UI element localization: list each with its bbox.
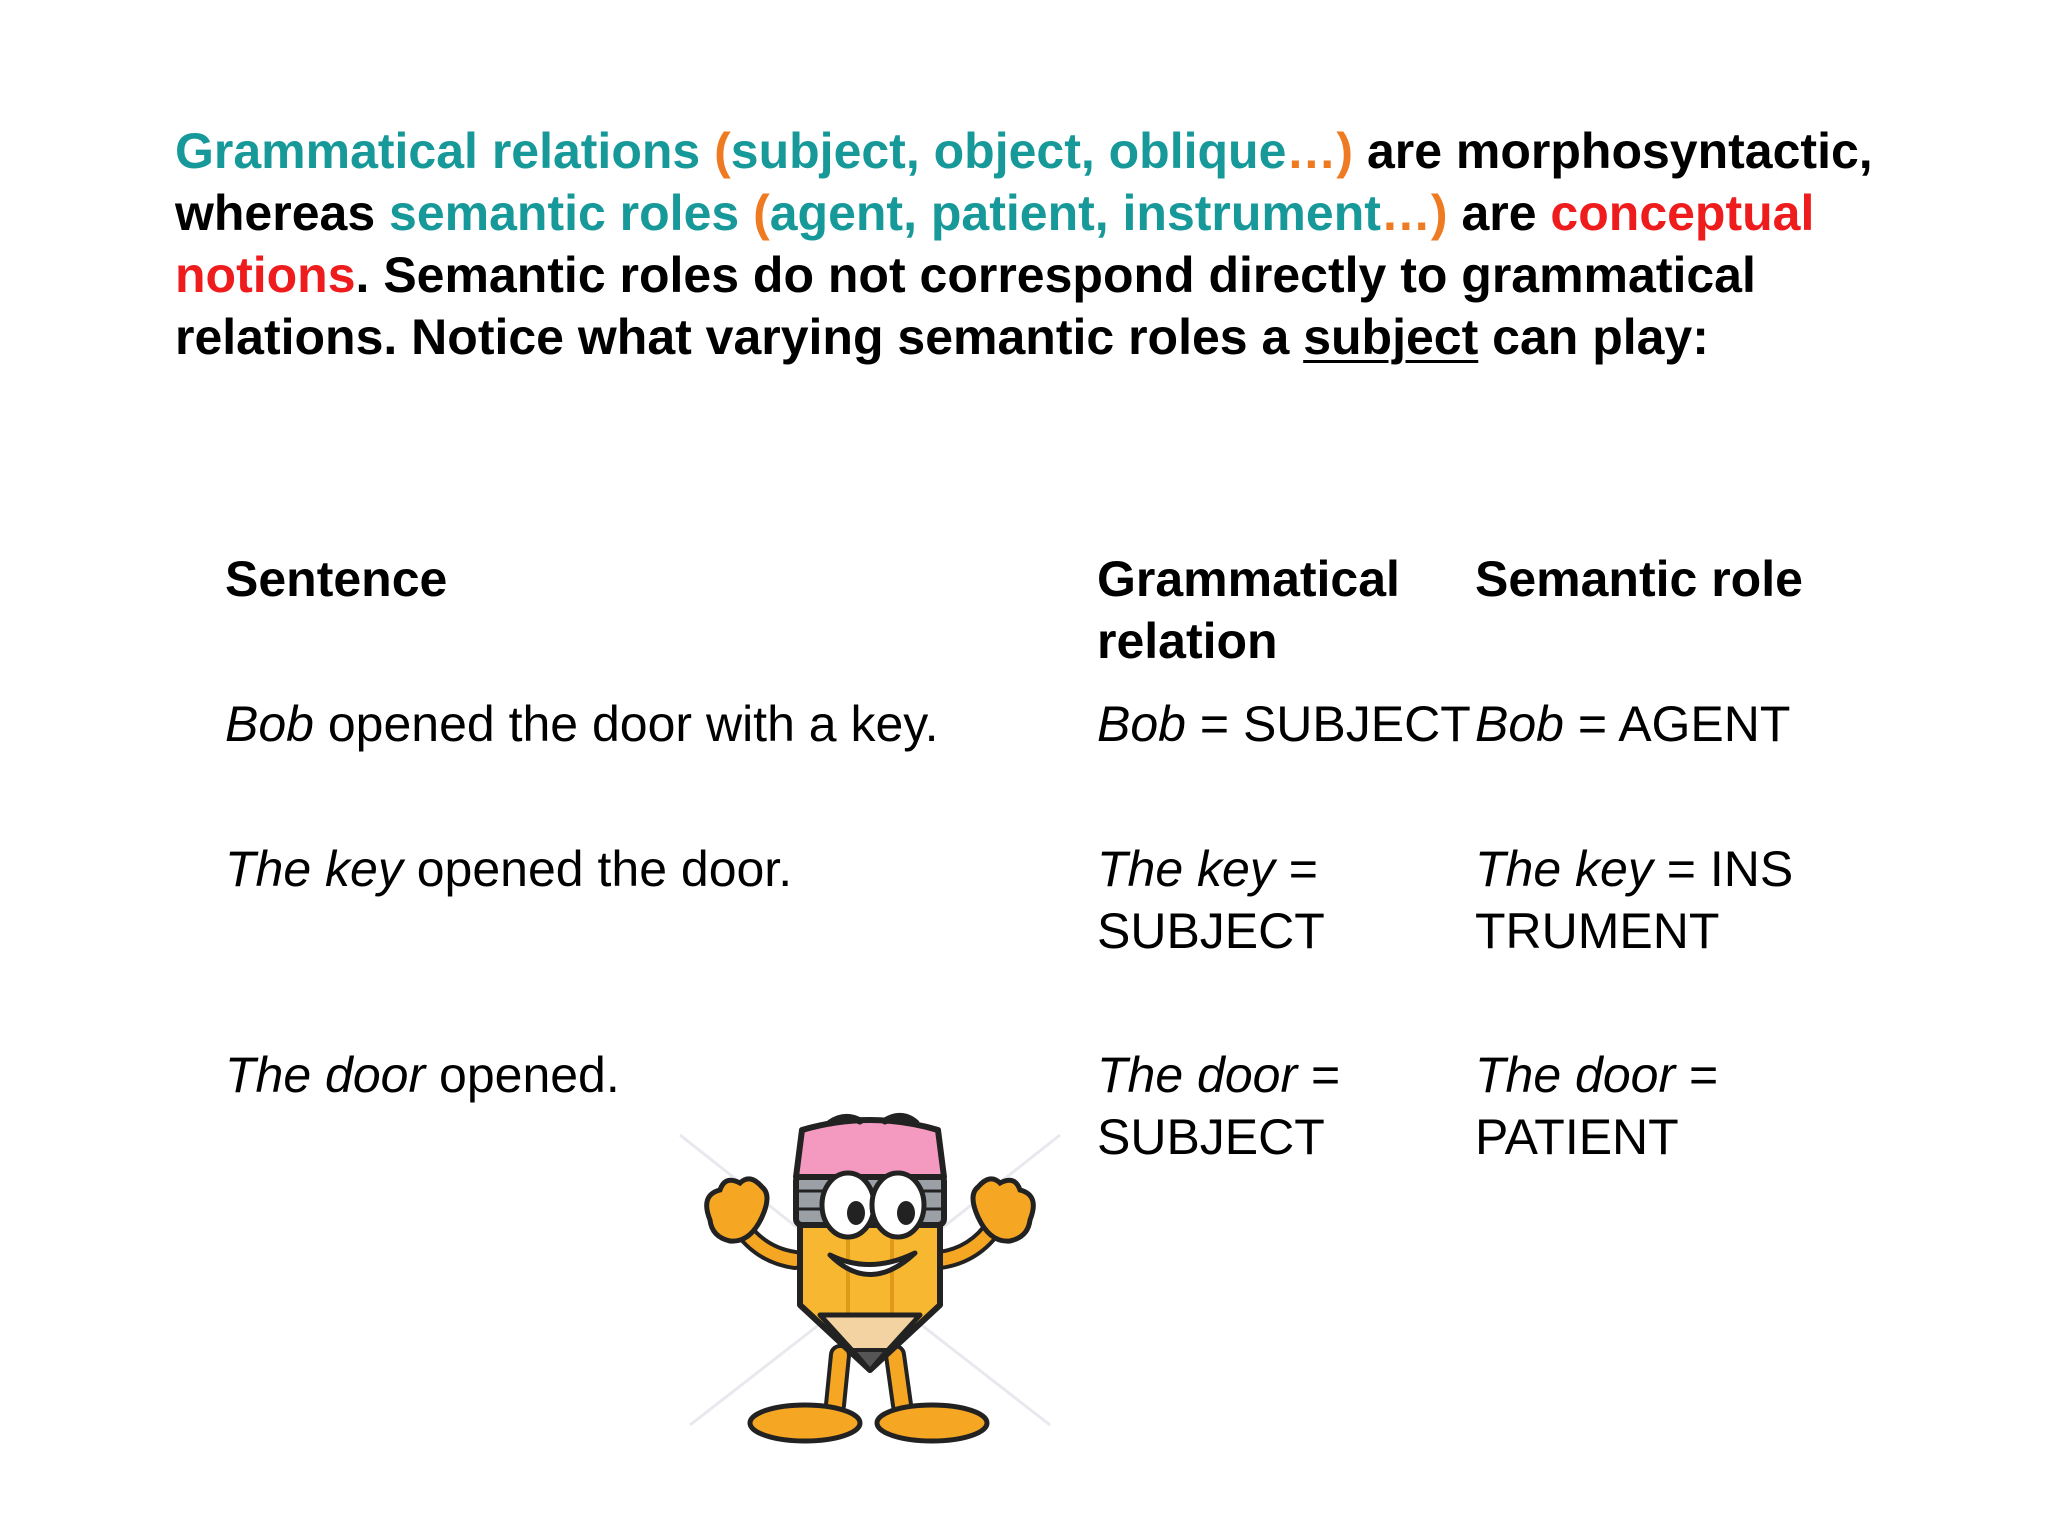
intro-text-4: can play:	[1478, 309, 1709, 365]
relation-value: = SUBJECT	[1097, 841, 1325, 959]
term-subject: subject	[1303, 309, 1479, 365]
roles-table	[225, 548, 1805, 1164]
sentence-subject: The key	[225, 841, 403, 897]
table-row	[225, 693, 1805, 838]
relation-cell	[1097, 838, 1475, 962]
table-row	[225, 838, 1805, 1044]
role-cell	[1475, 1044, 1805, 1168]
role-subject: The key	[1475, 841, 1653, 897]
header-role: Semantic role	[1475, 551, 1803, 607]
sentence-cell	[225, 838, 1097, 900]
header-sentence: Sentence	[225, 551, 448, 607]
relation-value: = SUBJECT	[1097, 1047, 1341, 1165]
intro-paragraph	[175, 120, 1875, 368]
pencil-mascot-icon	[670, 1105, 1070, 1450]
role-subject: The door	[1475, 1047, 1676, 1103]
role-subject: Bob	[1475, 696, 1564, 752]
relation-cell	[1097, 693, 1475, 755]
role-cell	[1475, 693, 1805, 755]
sentence-subject: The door	[225, 1047, 426, 1103]
relation-cell	[1097, 1044, 1475, 1168]
examples-semantic-roles: agent, patient, instrument	[769, 185, 1381, 241]
sentence-subject: Bob	[225, 696, 314, 752]
table-header-row	[225, 548, 1805, 693]
sentence-rest: opened.	[425, 1047, 620, 1103]
role-value: = PATIENT	[1475, 1047, 1719, 1165]
header-relation: Grammatical relation	[1097, 551, 1400, 669]
paren-close: …)	[1286, 123, 1354, 179]
intro-text-1: are morphosyntactic, whereas	[175, 123, 1873, 241]
intro-text-2: are	[1447, 185, 1551, 241]
paren-close-2: …)	[1380, 185, 1448, 241]
paren-open: (	[714, 123, 731, 179]
role-cell	[1475, 838, 1805, 962]
role-value: = AGENT	[1563, 696, 1791, 752]
examples-grammatical-relations: subject, object, oblique	[730, 123, 1287, 179]
sentence-rest: opened the door.	[402, 841, 793, 897]
intro-text-3: . Semantic roles do not correspond directly to grammatical relations. Notice what varying semantic roles a	[175, 247, 1756, 365]
term-conceptual-notions: conceptual notions	[175, 185, 1815, 303]
relation-value: = SUBJECT	[1185, 696, 1471, 752]
relation-subject: The door	[1097, 1047, 1298, 1103]
sentence-rest: opened the door with a key.	[313, 696, 939, 752]
relation-subject: The key	[1097, 841, 1275, 897]
sentence-cell	[225, 693, 1097, 755]
sentence-cell	[225, 1044, 1097, 1106]
paren-open-2: (	[753, 185, 770, 241]
relation-subject: Bob	[1097, 696, 1186, 752]
term-grammatical-relations: Grammatical relations	[175, 123, 715, 179]
role-value: = INSTRUMENT	[1475, 841, 1794, 959]
term-semantic-roles: semantic roles	[389, 185, 754, 241]
